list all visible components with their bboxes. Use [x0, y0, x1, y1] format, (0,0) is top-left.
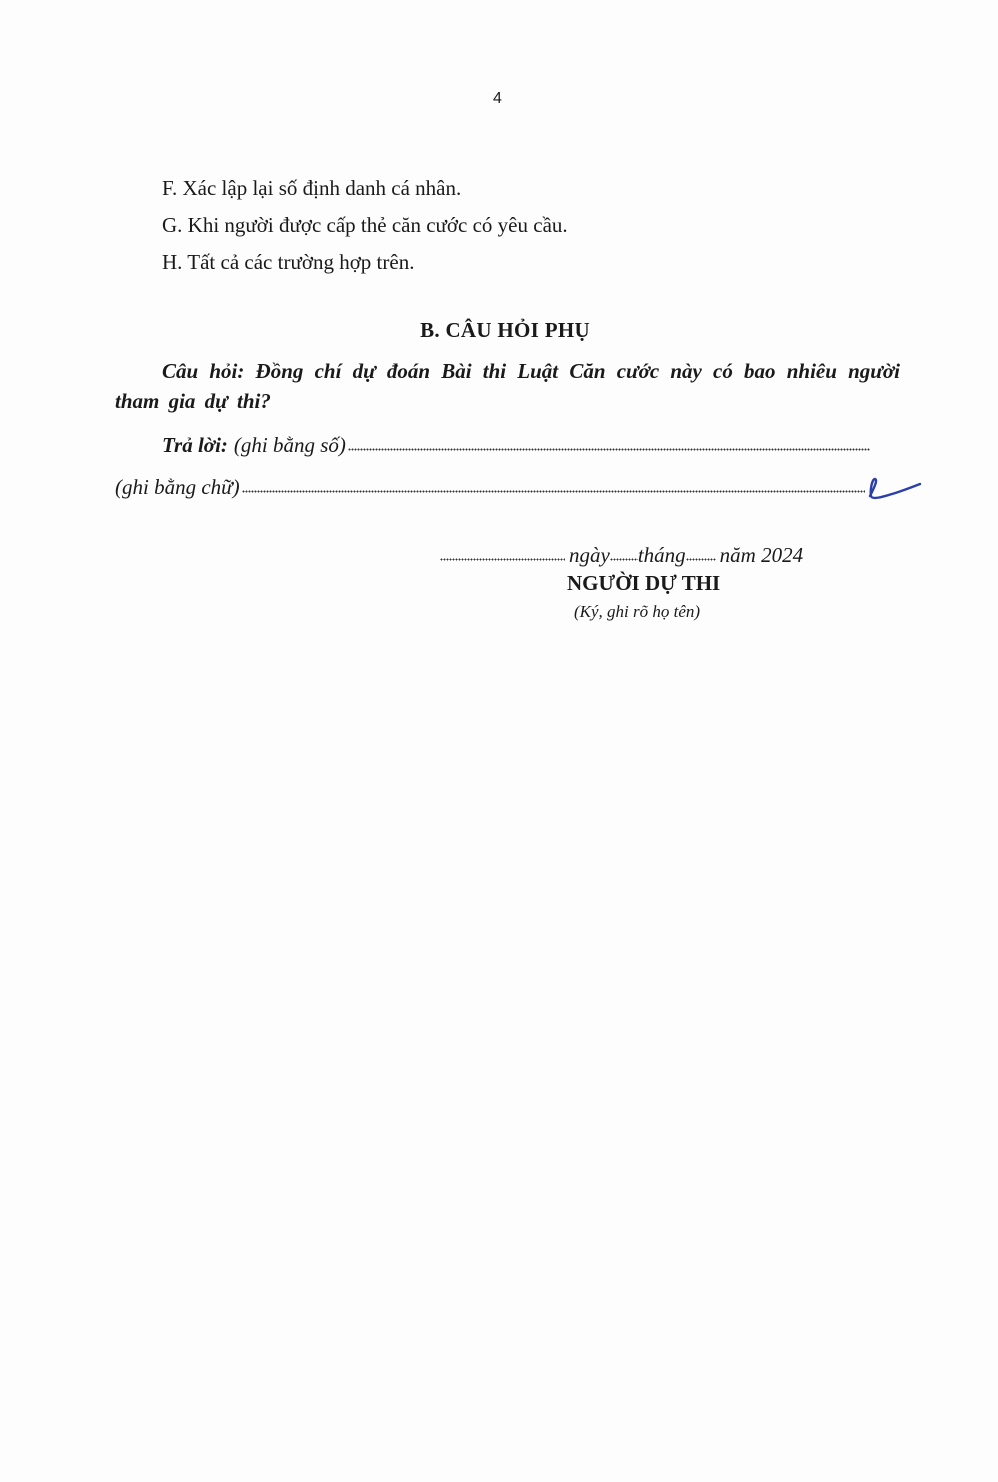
day-field[interactable] [610, 542, 638, 562]
day-label: ngày [569, 543, 610, 567]
place-field[interactable] [440, 542, 565, 562]
date-line [440, 542, 803, 568]
answer-by-word-line [115, 474, 865, 500]
option-f: F. Xác lập lại số định danh cá nhân. [162, 176, 462, 200]
answer-by-number-field[interactable] [348, 432, 870, 452]
option-h: H. Tất cả các trường hợp trên. [162, 250, 415, 274]
answer-by-word-label: (ghi bằng chữ) [115, 475, 240, 499]
year-text: năm 2024 [719, 543, 804, 567]
page-number: 4 [493, 90, 502, 107]
section-title: B. CÂU HỎI PHỤ [420, 318, 590, 342]
answer-by-number-label: (ghi bằng số) [233, 433, 346, 457]
month-label: tháng [637, 543, 686, 567]
signer-note: (Ký, ghi rõ họ tên) [574, 602, 701, 621]
pen-mark-icon [862, 470, 922, 504]
answer-by-number-line [162, 432, 870, 458]
month-field[interactable] [686, 542, 716, 562]
answer-by-word-field[interactable] [242, 474, 865, 494]
option-g: G. Khi người được cấp thẻ căn cước có yêu cầu. [162, 213, 568, 237]
answer-label: Trả lời: [162, 433, 228, 457]
signer-title: NGƯỜI DỰ THI [567, 571, 721, 595]
bonus-question: Câu hỏi: Đồng chí dự đoán Bài thi Luật Căn cước này có bao nhiêu người tham gia dự thi? [115, 359, 900, 413]
